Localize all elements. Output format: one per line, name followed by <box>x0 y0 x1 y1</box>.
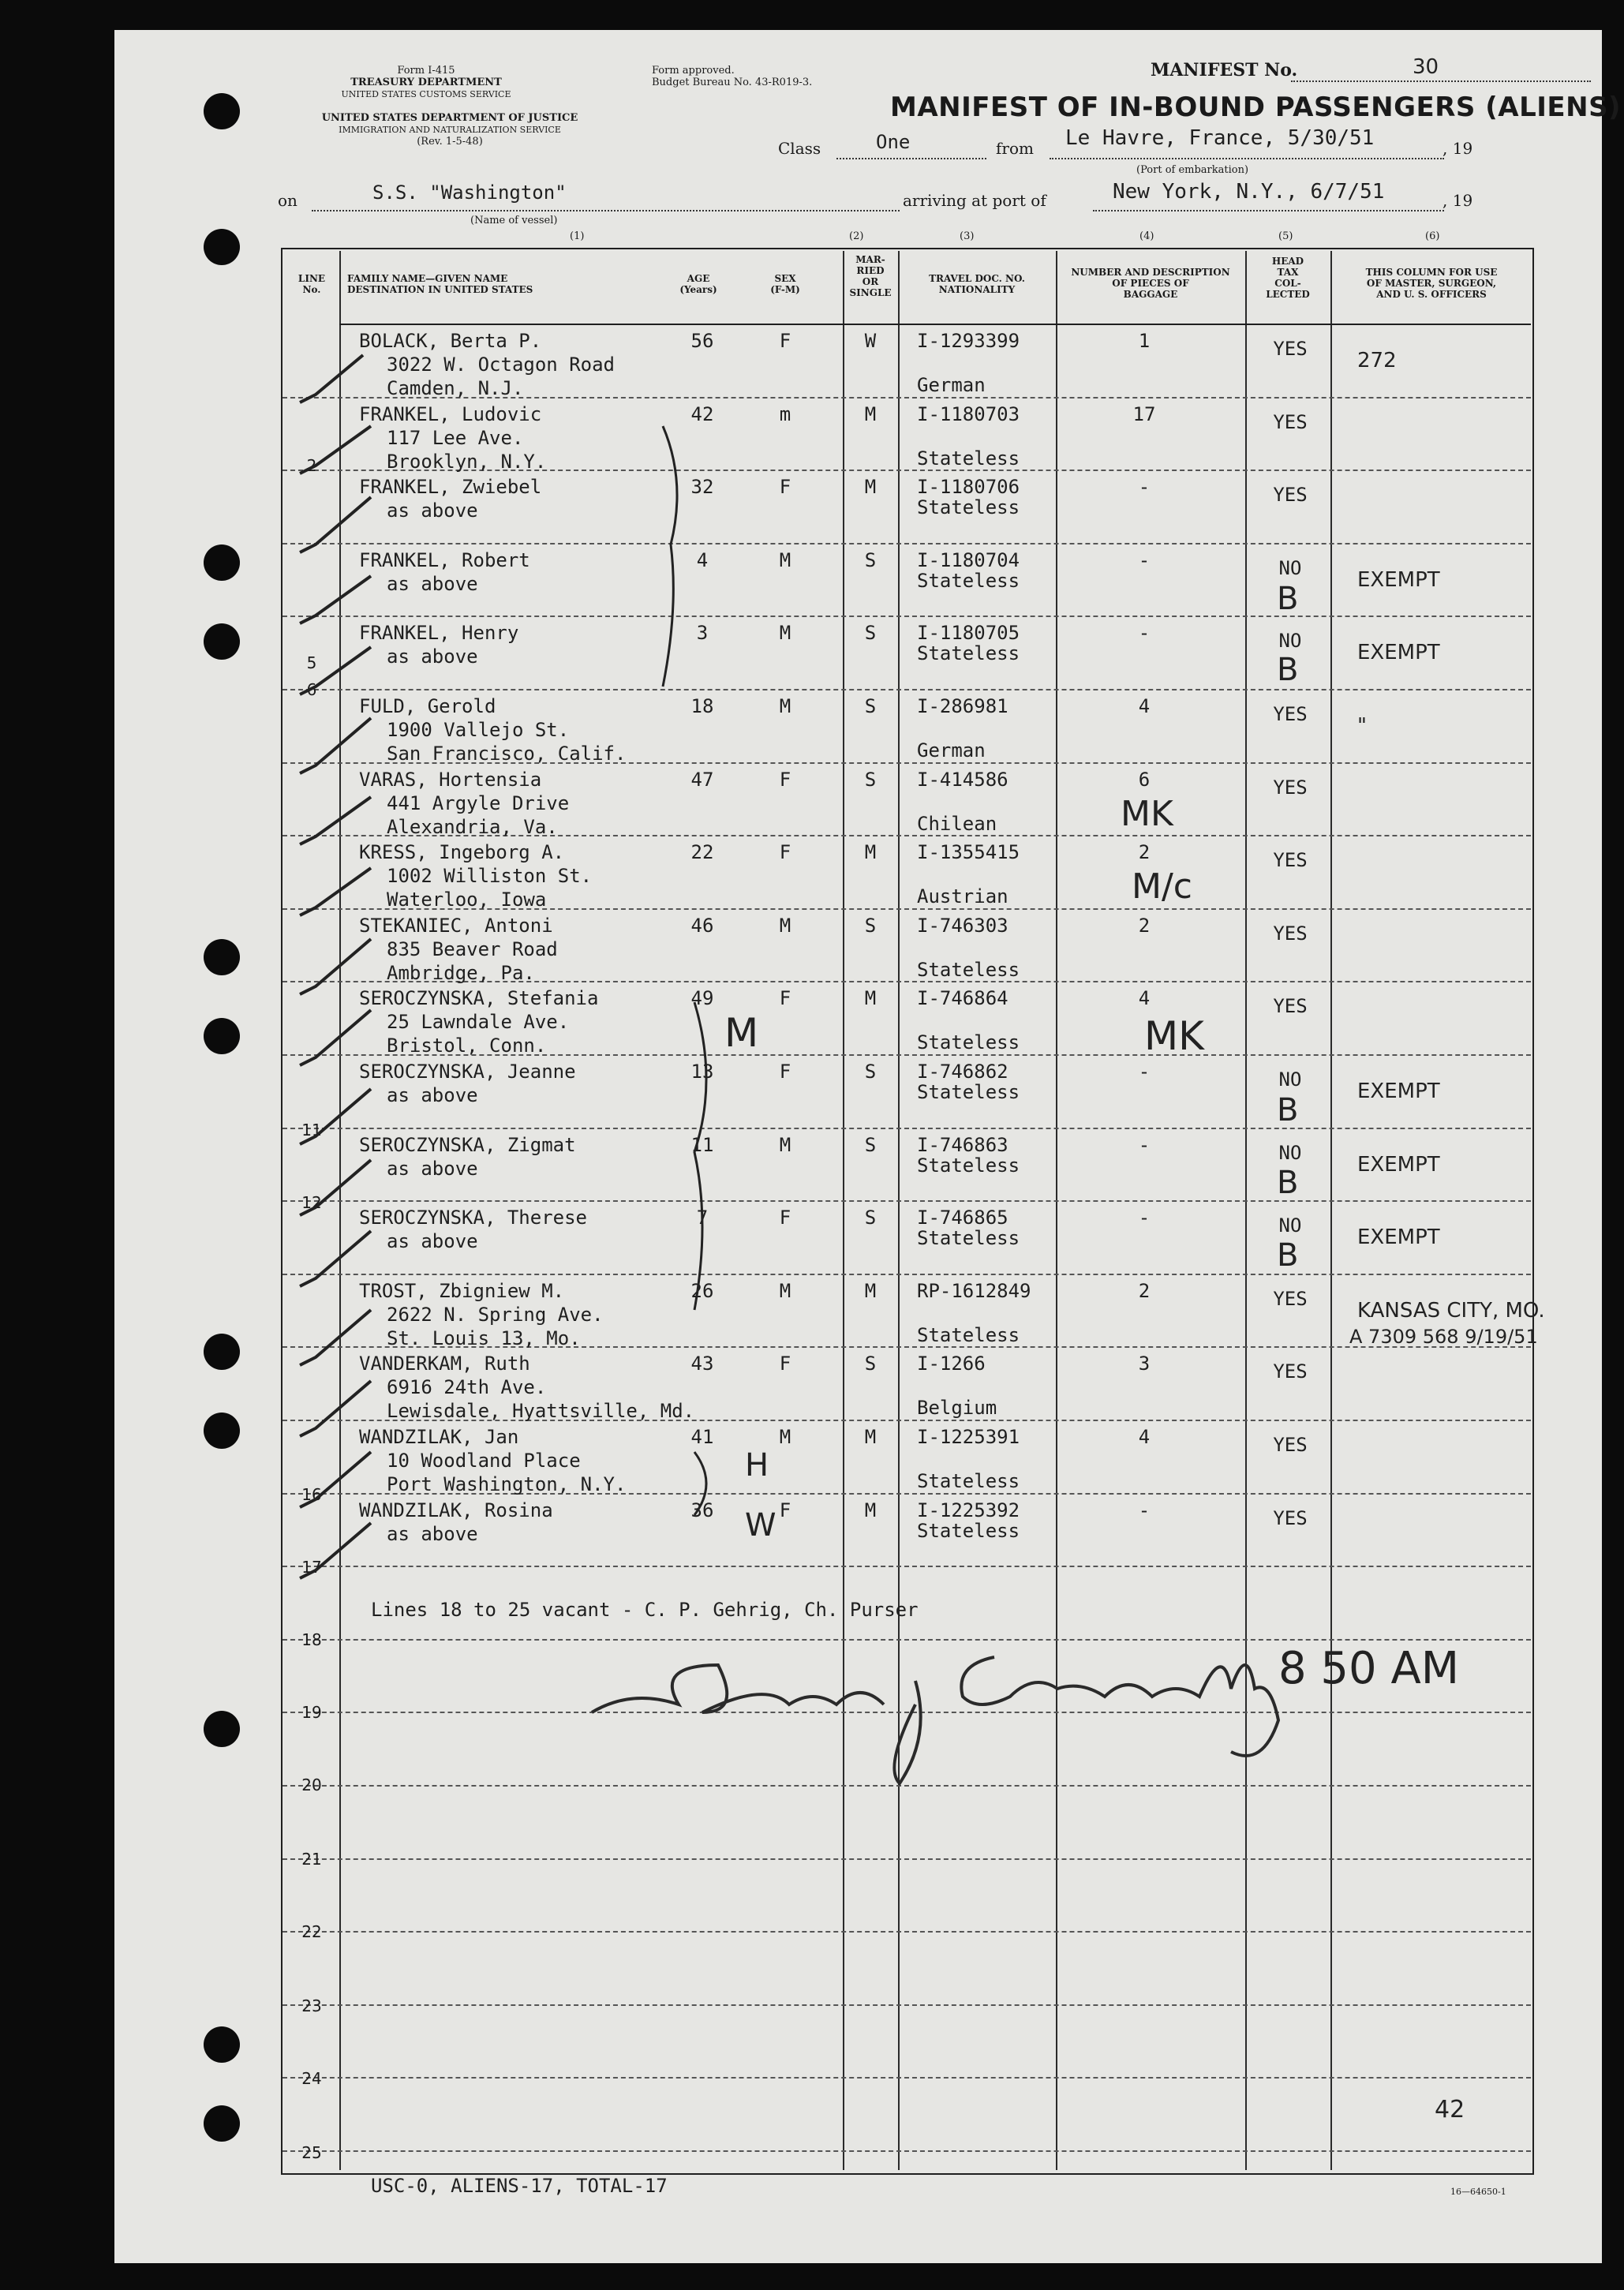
officer-note: KANSAS CITY, MO. <box>1357 1298 1545 1323</box>
passenger-baggage: 17 <box>1132 402 1156 425</box>
passenger-head-tax: NO <box>1278 1214 1302 1237</box>
passenger-name: FRANKEL, Zwiebel <box>359 476 542 499</box>
officer-note: 272 <box>1357 349 1397 372</box>
passenger-age: 11 <box>690 1133 714 1156</box>
passenger-age: 42 <box>690 402 714 425</box>
passenger-marital-status: M <box>864 1499 877 1521</box>
col-num-5: (5) <box>1278 230 1293 242</box>
passenger-baggage: - <box>1138 1499 1151 1521</box>
passenger-marital-status: S <box>864 1061 877 1083</box>
col-num-3: (3) <box>960 230 975 242</box>
year-suffix-2: , 19 <box>1443 191 1473 210</box>
passenger-age: 36 <box>690 1499 714 1521</box>
line-number: 25 <box>301 2143 322 2162</box>
officer-note: " <box>1357 714 1367 738</box>
passenger-age: 56 <box>690 330 714 352</box>
passenger-address-line1: as above <box>387 645 478 668</box>
passenger-address-line1: 3022 W. Octagon Road <box>387 354 615 376</box>
passenger-address-line2: Waterloo, Iowa <box>387 889 547 911</box>
passenger-nationality: Austrian <box>917 885 1008 908</box>
header-married: MAR- RIED OR SINGLE <box>849 254 892 298</box>
header-doc: TRAVEL DOC. NO. NATIONALITY <box>929 273 1025 295</box>
passenger-marital-status: W <box>864 330 877 352</box>
passenger-nationality: Stateless <box>917 1519 1020 1542</box>
punch-hole <box>204 1334 240 1370</box>
line-number: 11 <box>301 1121 322 1139</box>
passenger-nationality: Stateless <box>917 958 1020 981</box>
passenger-head-tax: YES <box>1273 484 1308 507</box>
passenger-head-tax: YES <box>1273 703 1308 725</box>
passenger-sex: M <box>779 1279 791 1302</box>
passenger-age: 47 <box>690 768 714 791</box>
arriving-value: New York, N.Y., 6/7/51 <box>1113 180 1385 204</box>
line-number: 12 <box>301 1193 322 1212</box>
officer-note: A 7309 568 9/19/51 <box>1349 1325 1538 1348</box>
totals-line: USC-0, ALIENS-17, TOTAL-17 <box>371 2175 668 2197</box>
passenger-address-line1: as above <box>387 1157 478 1180</box>
passenger-marital-status: S <box>864 914 877 937</box>
officer-note: EXEMPT <box>1357 1225 1440 1250</box>
passenger-nationality: Stateless <box>917 642 1020 665</box>
passenger-address-line2: Brooklyn, N.Y. <box>387 450 547 473</box>
passenger-travel-doc: I-746862 <box>917 1061 1008 1083</box>
print-code: 16—64650-1 <box>1450 2187 1506 2197</box>
passenger-sex: M <box>779 695 791 717</box>
passenger-name: TROST, Zbigniew M. <box>359 1279 565 1302</box>
passenger-sex: F <box>779 476 791 499</box>
line-number: 19 <box>301 1703 322 1722</box>
vessel-caption: (Name of vessel) <box>470 215 558 226</box>
punch-hole <box>204 93 240 129</box>
passenger-marital-status: S <box>864 1353 877 1375</box>
punch-hole <box>204 623 240 660</box>
handwritten-b: B <box>1277 581 1299 617</box>
embarkation-caption: (Port of embarkation) <box>1136 164 1249 176</box>
passenger-baggage: - <box>1138 1061 1151 1083</box>
col-num-1: (1) <box>570 230 585 242</box>
document-title: MANIFEST OF IN-BOUND PASSENGERS (ALIENS) <box>890 92 1622 123</box>
col-divider <box>898 251 900 2170</box>
passenger-name: FRANKEL, Robert <box>359 548 530 571</box>
passenger-name: SEROCZYNSKA, Zigmat <box>359 1133 576 1156</box>
passenger-name: SEROCZYNSKA, Jeanne <box>359 1061 576 1083</box>
passenger-baggage: 2 <box>1138 914 1151 937</box>
passenger-address-line2: San Francisco, Calif. <box>387 743 627 765</box>
class-label: Class <box>778 139 821 158</box>
passenger-nationality: Stateless <box>917 1470 1020 1492</box>
passenger-head-tax: NO <box>1278 1068 1302 1091</box>
passenger-address-line1: 117 Lee Ave. <box>387 426 524 449</box>
passenger-travel-doc: I-1180706 <box>917 476 1020 499</box>
passenger-nationality: Stateless <box>917 1081 1020 1103</box>
passenger-age: 13 <box>690 1061 714 1083</box>
passenger-age: 32 <box>690 476 714 499</box>
passenger-address-line2: Lewisdale, Hyattsville, Md. <box>387 1400 695 1423</box>
line-number: 23 <box>301 1996 322 2015</box>
header-name: FAMILY NAME—GIVEN NAME DESTINATION IN UNITED STATES <box>347 273 533 295</box>
passenger-travel-doc: I-1180705 <box>917 622 1020 645</box>
line-number: 16 <box>301 1485 322 1504</box>
row-divider <box>283 2004 1531 2006</box>
passenger-travel-doc: I-746863 <box>917 1133 1008 1156</box>
purser-signature <box>584 1610 1499 1799</box>
passenger-nationality: Stateless <box>917 1154 1020 1177</box>
passenger-name: FRANKEL, Ludovic <box>359 402 542 425</box>
passenger-marital-status: M <box>864 1279 877 1302</box>
handwritten-mark: M <box>724 1010 759 1056</box>
col-num-6: (6) <box>1425 230 1440 242</box>
passenger-address-line1: as above <box>387 500 478 522</box>
form-approved: Form approved. Budget Bureau No. 43-R019-3. <box>652 65 813 88</box>
passenger-age: 49 <box>690 987 714 1010</box>
passenger-baggage: 3 <box>1138 1353 1151 1375</box>
header-officers: THIS COLUMN FOR USE OF MASTER, SURGEON, AND U. S. OFFICERS <box>1365 267 1498 300</box>
on-label: on <box>278 191 297 210</box>
passenger-nationality: German <box>917 374 986 396</box>
passenger-age: 22 <box>690 841 714 864</box>
passenger-address-line2: Ambridge, Pa. <box>387 961 535 984</box>
passenger-sex: F <box>779 841 791 864</box>
line-number: 17 <box>301 1558 322 1577</box>
punch-hole <box>204 229 240 265</box>
passenger-travel-doc: I-286981 <box>917 695 1008 717</box>
col-num-2: (2) <box>849 230 864 242</box>
header-baggage: NUMBER AND DESCRIPTION OF PIECES OF BAGGAGE <box>1071 267 1230 300</box>
passenger-head-tax: YES <box>1273 1287 1308 1310</box>
passenger-sex: F <box>779 1499 791 1521</box>
class-value: One <box>876 131 911 153</box>
handwritten-b: B <box>1277 1237 1299 1274</box>
passenger-name: FULD, Gerold <box>359 695 496 717</box>
passenger-name: BOLACK, Berta P. <box>359 330 542 352</box>
header-line: LINE No. <box>297 273 326 295</box>
passenger-head-tax: YES <box>1273 1506 1308 1529</box>
passenger-address-line1: as above <box>387 1522 478 1545</box>
passenger-address-line1: as above <box>387 1230 478 1253</box>
handwritten-b: B <box>1277 1165 1299 1201</box>
passenger-address-line1: as above <box>387 572 478 595</box>
passenger-name: WANDZILAK, Rosina <box>359 1499 553 1521</box>
passenger-baggage: 1 <box>1138 330 1151 352</box>
passenger-head-tax: YES <box>1273 338 1308 360</box>
passenger-head-tax: YES <box>1273 995 1308 1018</box>
row-divider <box>283 2150 1531 2152</box>
passenger-name: WANDZILAK, Jan <box>359 1426 519 1448</box>
passenger-sex: F <box>779 1207 791 1229</box>
passenger-marital-status: M <box>864 1426 877 1448</box>
passenger-head-tax: YES <box>1273 922 1308 945</box>
col-divider <box>1056 251 1057 2170</box>
officer-note: EXEMPT <box>1357 641 1440 665</box>
officer-note: EXEMPT <box>1357 567 1440 592</box>
passenger-sex: M <box>779 622 791 645</box>
from-value: Le Havre, France, 5/30/51 <box>1065 126 1375 150</box>
passenger-travel-doc: I-1355415 <box>917 841 1020 864</box>
passenger-sex: F <box>779 330 791 352</box>
passenger-age: 3 <box>696 622 709 645</box>
passenger-sex: M <box>779 1426 791 1448</box>
passenger-address-line2: Camden, N.J. <box>387 377 524 399</box>
passenger-travel-doc: I-746864 <box>917 987 1008 1010</box>
passenger-address-line1: 10 Woodland Place <box>387 1450 581 1472</box>
passenger-age: 41 <box>690 1426 714 1448</box>
year-suffix: , 19 <box>1443 139 1473 158</box>
passenger-travel-doc: I-1266 <box>917 1353 986 1375</box>
passenger-baggage: - <box>1138 1207 1151 1229</box>
passenger-name: FRANKEL, Henry <box>359 622 519 645</box>
passenger-address-line2: St. Louis 13, Mo. <box>387 1326 581 1349</box>
arriving-label: arriving at port of <box>903 191 1046 210</box>
form-header-left: Form I-415 TREASURY DEPARTMENT UNITED STATES CUSTOMS SERVICE <box>341 65 511 99</box>
passenger-sex: M <box>779 548 791 571</box>
passenger-head-tax: YES <box>1273 410 1308 433</box>
passenger-marital-status: M <box>864 987 877 1010</box>
passenger-baggage: 4 <box>1138 987 1151 1010</box>
passenger-baggage: - <box>1138 1133 1151 1156</box>
passenger-age: 26 <box>690 1279 714 1302</box>
passenger-travel-doc: I-1180704 <box>917 548 1020 571</box>
passenger-head-tax: YES <box>1273 1434 1308 1456</box>
passenger-marital-status: M <box>864 841 877 864</box>
passenger-address-line1: 2622 N. Spring Ave. <box>387 1303 604 1326</box>
passenger-address-line1: 835 Beaver Road <box>387 937 558 960</box>
passenger-head-tax: NO <box>1278 556 1302 579</box>
row-divider <box>283 1858 1531 1860</box>
punch-hole <box>204 1413 240 1449</box>
col-divider <box>1245 251 1247 2170</box>
from-label: from <box>996 139 1034 158</box>
line-number: 20 <box>301 1775 322 1794</box>
passenger-address-line2: Bristol, Conn. <box>387 1035 547 1057</box>
passenger-travel-doc: RP-1612849 <box>917 1279 1031 1302</box>
passenger-name: SEROCZYNSKA, Therese <box>359 1207 587 1229</box>
passenger-baggage: - <box>1138 548 1151 571</box>
row-divider <box>283 1931 1531 1933</box>
punch-hole <box>204 544 240 581</box>
passenger-head-tax: YES <box>1273 1360 1308 1383</box>
punch-hole <box>204 939 240 975</box>
passenger-nationality: Stateless <box>917 1031 1020 1054</box>
line-number: 22 <box>301 1922 322 1941</box>
passenger-baggage: - <box>1138 476 1151 499</box>
passenger-nationality: Stateless <box>917 1323 1020 1346</box>
passenger-travel-doc: I-1225391 <box>917 1426 1020 1448</box>
passenger-age: 43 <box>690 1353 714 1375</box>
handwritten-b: B <box>1277 652 1299 688</box>
punch-hole <box>204 2105 240 2142</box>
passenger-marital-status: S <box>864 622 877 645</box>
passenger-address-line1: 1002 Williston St. <box>387 865 593 888</box>
passenger-name: VANDERKAM, Ruth <box>359 1353 530 1375</box>
passenger-name: STEKANIEC, Antoni <box>359 914 553 937</box>
header-tax: HEAD TAX COL- LECTED <box>1266 256 1310 300</box>
officer-note: EXEMPT <box>1357 1080 1440 1103</box>
handwritten-b: B <box>1277 1092 1299 1128</box>
passenger-address-line1: 1900 Vallejo St. <box>387 719 570 741</box>
passenger-sex: F <box>779 1061 791 1083</box>
passenger-sex: F <box>779 768 791 791</box>
header-age: AGE (Years) <box>679 273 717 295</box>
handwritten-mark: MK <box>1144 1013 1204 1059</box>
passenger-nationality: Stateless <box>917 447 1020 470</box>
passenger-address-line2: Alexandria, Va. <box>387 815 558 838</box>
passenger-travel-doc: I-746303 <box>917 914 1008 937</box>
punch-hole <box>204 1711 240 1747</box>
passenger-address-line1: 25 Lawndale Ave. <box>387 1011 570 1034</box>
passenger-baggage: - <box>1138 622 1151 645</box>
passenger-marital-status: S <box>864 1133 877 1156</box>
passenger-baggage: 4 <box>1138 1426 1151 1448</box>
passenger-head-tax: NO <box>1278 630 1302 653</box>
passenger-name: VARAS, Hortensia <box>359 768 542 791</box>
passenger-name: SEROCZYNSKA, Stefania <box>359 987 599 1010</box>
col-divider <box>1330 251 1332 2170</box>
passenger-head-tax: YES <box>1273 776 1308 799</box>
passenger-travel-doc: I-1225392 <box>917 1499 1020 1521</box>
passenger-head-tax: YES <box>1273 849 1308 872</box>
passenger-marital-status: M <box>864 402 877 425</box>
manifest-number: 30 <box>1413 55 1439 79</box>
line-number: 24 <box>301 2069 322 2088</box>
passenger-marital-status: S <box>864 768 877 791</box>
line-number: 2 <box>306 456 317 475</box>
passenger-marital-status: S <box>864 548 877 571</box>
passenger-age: 4 <box>696 548 709 571</box>
handwritten-page-number: 42 <box>1435 2096 1465 2123</box>
passenger-marital-status: S <box>864 695 877 717</box>
passenger-baggage: 4 <box>1138 695 1151 717</box>
handwritten-mark: MK <box>1121 794 1173 834</box>
passenger-travel-doc: I-1293399 <box>917 330 1020 352</box>
passenger-travel-doc: I-1180703 <box>917 402 1020 425</box>
arrival-time: 8 50 AM <box>1278 1643 1460 1694</box>
handwritten-mark: W <box>745 1507 776 1544</box>
passenger-address-line1: 441 Argyle Drive <box>387 791 570 814</box>
passenger-address-line1: as above <box>387 1084 478 1106</box>
passenger-sex: M <box>779 1133 791 1156</box>
handwritten-mark: H <box>745 1447 769 1484</box>
punch-hole <box>204 2026 240 2063</box>
passenger-baggage: 6 <box>1138 768 1151 791</box>
punch-hole <box>204 1018 240 1054</box>
line-number: 18 <box>301 1630 322 1649</box>
passenger-nationality: Stateless <box>917 496 1020 519</box>
passenger-age: 18 <box>690 695 714 717</box>
passenger-head-tax: NO <box>1278 1141 1302 1164</box>
passenger-address-line2: Port Washington, N.Y. <box>387 1473 627 1495</box>
passenger-baggage: 2 <box>1138 1279 1151 1302</box>
passenger-age: 46 <box>690 914 714 937</box>
col-num-4: (4) <box>1139 230 1154 242</box>
passenger-name: KRESS, Ingeborg A. <box>359 841 565 864</box>
passenger-sex: M <box>779 914 791 937</box>
row-divider <box>283 2077 1531 2079</box>
line-number: 21 <box>301 1850 322 1869</box>
officer-note: EXEMPT <box>1357 1152 1440 1177</box>
passenger-nationality: Belgium <box>917 1397 997 1420</box>
passenger-sex: F <box>779 987 791 1010</box>
handwritten-mark: M/c <box>1132 866 1192 907</box>
passenger-nationality: Chilean <box>917 812 997 835</box>
vessel-name: S.S. "Washington" <box>372 181 567 204</box>
passenger-address-line1: 6916 24th Ave. <box>387 1376 547 1399</box>
line-number: 5 <box>306 653 317 672</box>
passenger-nationality: Stateless <box>917 569 1020 592</box>
passenger-baggage: 2 <box>1138 841 1151 864</box>
passenger-age: 7 <box>696 1207 709 1229</box>
handwritten-checkmarks <box>284 324 758 1586</box>
passenger-travel-doc: I-746865 <box>917 1207 1008 1229</box>
passenger-marital-status: M <box>864 476 877 499</box>
passenger-sex: F <box>779 1353 791 1375</box>
manifest-number-label: MANIFEST No. <box>1151 60 1298 80</box>
passenger-nationality: German <box>917 739 986 761</box>
passenger-sex: m <box>779 402 791 425</box>
passenger-nationality: Stateless <box>917 1227 1020 1250</box>
passenger-travel-doc: I-414586 <box>917 768 1008 791</box>
header-sex: SEX (F-M) <box>770 273 800 295</box>
passenger-marital-status: S <box>864 1207 877 1229</box>
doj-header: UNITED STATES DEPARTMENT OF JUSTICE IMMIGRATION AND NATURALIZATION SERVICE (Rev. 1-5-48) <box>321 112 578 148</box>
line-number: 6 <box>306 680 317 699</box>
vacant-lines-note: Lines 18 to 25 vacant - C. P. Gehrig, Ch. Purser <box>371 1599 919 1621</box>
